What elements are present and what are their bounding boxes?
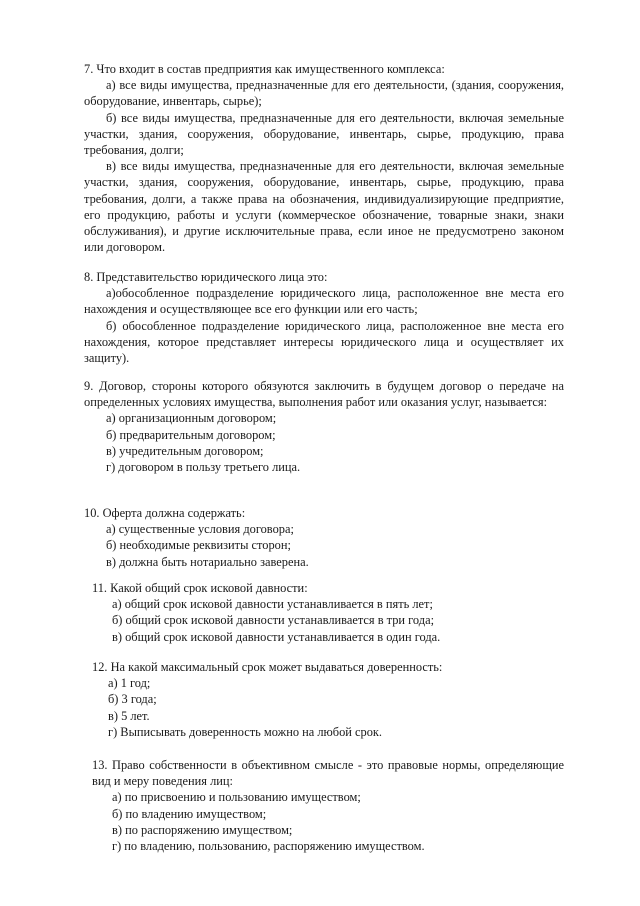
question-13-option-a: а) по присвоению и пользованию имуществом;	[112, 790, 361, 805]
question-10-option-a: а) существенные условия договора;	[106, 522, 294, 537]
question-11	[92, 580, 572, 645]
question-11-option-b: б) общий срок исковой давности устанавливается в три года;	[112, 613, 435, 628]
question-8	[84, 269, 564, 366]
question-12-option-a: а) 1 год;	[108, 676, 151, 691]
question-9-option-a: а) организационным договором;	[106, 411, 277, 426]
question-13-option-b: б) по владению имуществом;	[112, 806, 267, 821]
question-10	[84, 505, 564, 570]
question-7-option-c: в) все виды имущества, предназначенные для его деятельности, включая земельные участки, здания, сооружения, оборудование, инвентарь, сырье, продукцию, права требования, долги, а также права на обозначения, индивидуализирующие предприятие, его продукцию, работы и услуги (коммерческое обозначение, товарные знаки, знаки обслуживания), и другие исключительные права, если иное не предусмотрено законом или договором.	[84, 159, 564, 255]
question-9-option-b: б) предварительным договором;	[106, 427, 276, 442]
question-9-option-d: г) договором в пользу третьего лица.	[106, 460, 301, 475]
question-8-option-a: а)обособленное подразделение юридического лица, расположенное вне места его нахождения и осуществляющее все его функции или его часть;	[84, 286, 564, 317]
question-9-text: 9. Договор, стороны которого обязуются заключить в будущем договор о передаче на определенных условиях имущества, выполнения работ или оказания услуг, называется:	[84, 379, 564, 410]
question-9-option-c: в) учредительным договором;	[106, 443, 264, 458]
question-13-option-d: г) по владению, пользованию, распоряжению имуществом.	[112, 839, 425, 854]
question-13-text: 13. Право собственности в объективном смысле - это правовые нормы, определяющие вид и меру поведения лиц:	[92, 758, 564, 789]
question-13	[92, 757, 564, 854]
question-12-text: 12. На какой максимальный срок может выдаваться доверенность:	[92, 660, 443, 674]
question-9	[84, 378, 564, 475]
question-8-text: 8. Представительство юридического лица это:	[84, 270, 328, 284]
question-11-text: 11. Какой общий срок исковой давности:	[92, 581, 308, 595]
question-12-option-d: г) Выписывать доверенность можно на любой срок.	[108, 724, 383, 739]
question-7	[84, 61, 564, 255]
question-8-option-b: б) обособленное подразделение юридического лица, расположенное вне места его нахождения, которое представляет интересы юридического лица и осуществляет их защиту).	[84, 318, 564, 366]
question-13-option-c: в) по распоряжению имуществом;	[112, 822, 293, 837]
question-7-option-a: а) все виды имущества, предназначенные для его деятельности, (здания, сооружения, оборудование, инвентарь, сырье);	[84, 78, 564, 109]
question-11-option-a: а) общий срок исковой давности устанавливается в пять лет;	[112, 597, 433, 612]
question-7-option-b: б) все виды имущества, предназначенные для его деятельности, включая земельные участки, здания, сооружения, оборудование, инвентарь, сырье, продукцию, права требования, долги;	[84, 110, 564, 158]
question-12	[92, 659, 572, 740]
question-10-option-c: в) должна быть нотариально заверена.	[106, 554, 309, 569]
question-10-text: 10. Оферта должна содержать:	[84, 506, 246, 520]
question-11-option-c: в) общий срок исковой давности устанавливается в один года.	[112, 629, 441, 644]
question-12-option-c: в) 5 лет.	[108, 708, 150, 723]
question-12-option-b: б) 3 года;	[108, 692, 157, 707]
question-10-option-b: б) необходимые реквизиты сторон;	[106, 538, 291, 553]
question-7-text: 7. Что входит в состав предприятия как имущественного комплекса:	[84, 62, 445, 76]
